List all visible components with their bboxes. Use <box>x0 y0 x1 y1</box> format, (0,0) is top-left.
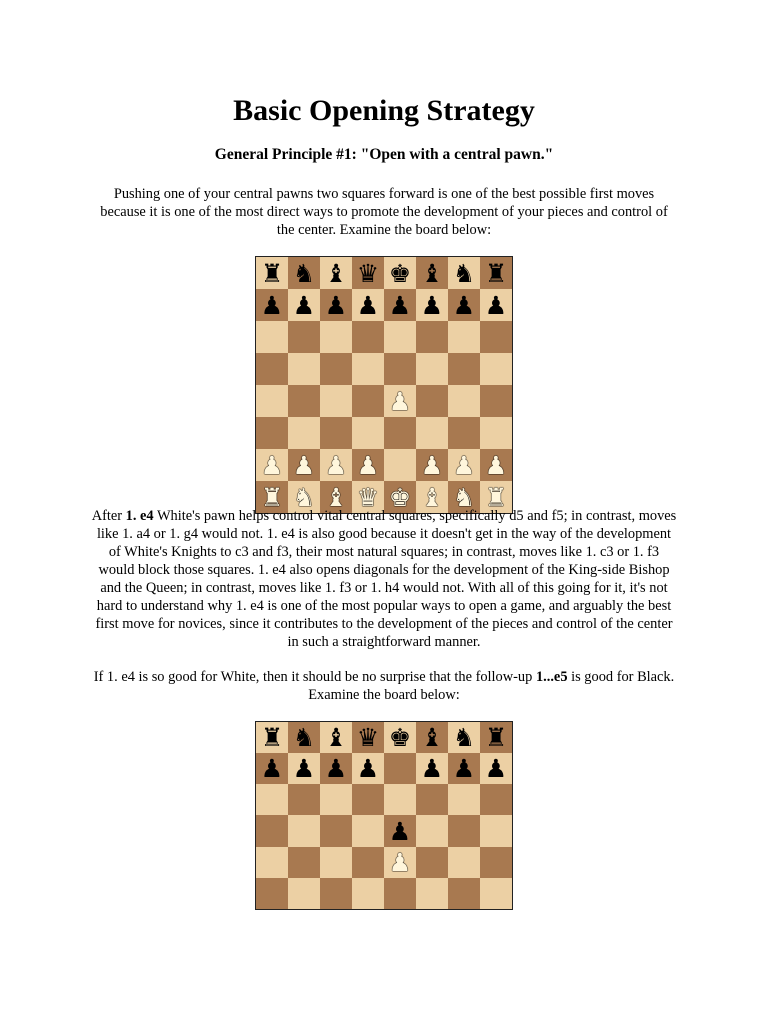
square-d6 <box>352 784 384 815</box>
white-rook-icon: ♜ <box>260 482 284 512</box>
square-f5 <box>416 815 448 846</box>
square-g6 <box>448 784 480 815</box>
black-king-icon: ♚ <box>388 723 412 753</box>
black-rook-icon: ♜ <box>484 723 508 753</box>
document-title: Basic Opening Strategy <box>233 94 535 127</box>
square-a6 <box>256 321 288 353</box>
white-pawn-icon: ♟ <box>292 450 316 480</box>
square-c5 <box>320 815 352 846</box>
square-g4 <box>448 385 480 417</box>
square-f2 <box>416 449 448 481</box>
square-a6 <box>256 784 288 815</box>
white-pawn-icon: ♟ <box>356 450 380 480</box>
square-e3 <box>384 878 416 909</box>
square-g4 <box>448 847 480 878</box>
square-h3 <box>480 878 512 909</box>
square-e2 <box>384 449 416 481</box>
square-b4 <box>288 847 320 878</box>
black-knight-icon: ♞ <box>292 258 316 288</box>
chess-board-after-e4 <box>255 256 513 514</box>
black-bishop-icon: ♝ <box>324 723 348 753</box>
square-f4 <box>416 385 448 417</box>
move-notation: 1...e5 <box>535 669 568 685</box>
square-g7 <box>448 289 480 321</box>
white-bishop-icon: ♝ <box>420 482 444 512</box>
square-d5 <box>352 815 384 846</box>
square-b3 <box>288 878 320 909</box>
white-king-icon: ♚ <box>388 482 412 512</box>
e4-explanation-paragraph <box>90 507 678 651</box>
e5-intro-paragraph <box>90 668 678 704</box>
paragraph-text: is good for Black. Examine the board below: <box>308 669 675 703</box>
square-d3 <box>352 878 384 909</box>
black-pawn-icon: ♟ <box>484 290 508 320</box>
paragraph-text: White's pawn helps control vital central squares, specifically d5 and f5; in contrast, moves like 1. a4 or 1. g4 would not. 1. e4 is also good because it doesn't get in the way of the development of White's Knights to c3 and f3, their most natural squares; in contrast, moves like 1. c3 or 1. f3 would block those squares. 1. e4 also opens diagonals for the development of the King-side Bishop and the Queen; in contrast, moves like 1. f3 or 1. h4 would not. With all of this going for it, it's not hard to understand why 1. e4 is one of the most popular ways to open a game, and arguably the best first move for novices, since it contributes to the development of the pieces and control of the center in such a straightforward manner. <box>95 508 677 650</box>
square-g5 <box>448 815 480 846</box>
square-d2 <box>352 449 384 481</box>
black-bishop-icon: ♝ <box>420 258 444 288</box>
square-d3 <box>352 417 384 449</box>
square-b3 <box>288 417 320 449</box>
black-pawn-icon: ♟ <box>388 816 412 846</box>
white-pawn-icon: ♟ <box>388 847 412 877</box>
black-pawn-icon: ♟ <box>260 290 284 320</box>
square-h7 <box>480 753 512 784</box>
square-b8 <box>288 722 320 753</box>
square-a7 <box>256 289 288 321</box>
black-pawn-icon: ♟ <box>260 754 284 784</box>
square-d6 <box>352 321 384 353</box>
square-c6 <box>320 321 352 353</box>
square-e6 <box>384 321 416 353</box>
square-h2 <box>480 449 512 481</box>
black-queen-icon: ♛ <box>356 723 380 753</box>
square-h7 <box>480 289 512 321</box>
white-pawn-icon: ♟ <box>452 450 476 480</box>
black-knight-icon: ♞ <box>452 258 476 288</box>
square-f7 <box>416 753 448 784</box>
paragraph-text: If 1. e4 is so good for White, then it should be no surprise that the follow-up <box>93 669 536 685</box>
square-c8 <box>320 722 352 753</box>
square-a4 <box>256 847 288 878</box>
square-g3 <box>448 417 480 449</box>
square-b8 <box>288 257 320 289</box>
white-rook-icon: ♜ <box>484 482 508 512</box>
square-c7 <box>320 289 352 321</box>
square-f3 <box>416 878 448 909</box>
square-f7 <box>416 289 448 321</box>
square-e8 <box>384 257 416 289</box>
square-e4 <box>384 847 416 878</box>
black-pawn-icon: ♟ <box>324 754 348 784</box>
square-d5 <box>352 353 384 385</box>
square-h6 <box>480 321 512 353</box>
square-f3 <box>416 417 448 449</box>
square-a8 <box>256 722 288 753</box>
square-e6 <box>384 784 416 815</box>
black-bishop-icon: ♝ <box>324 258 348 288</box>
white-pawn-icon: ♟ <box>260 450 284 480</box>
square-g2 <box>448 449 480 481</box>
square-h8 <box>480 257 512 289</box>
square-e3 <box>384 417 416 449</box>
square-c7 <box>320 753 352 784</box>
square-e5 <box>384 815 416 846</box>
square-d4 <box>352 847 384 878</box>
square-f5 <box>416 353 448 385</box>
black-rook-icon: ♜ <box>260 258 284 288</box>
black-pawn-icon: ♟ <box>356 290 380 320</box>
white-knight-icon: ♞ <box>292 482 316 512</box>
black-pawn-icon: ♟ <box>420 290 444 320</box>
square-b7 <box>288 753 320 784</box>
square-c4 <box>320 847 352 878</box>
intro-paragraph: Pushing one of your central pawns two squares forward is one of the best possible first moves because it is one of the most direct ways to promote the development of your pieces and control of the center. Examine the board below: <box>100 186 668 238</box>
square-h4 <box>480 847 512 878</box>
square-b5 <box>288 815 320 846</box>
white-pawn-icon: ♟ <box>484 450 508 480</box>
black-knight-icon: ♞ <box>292 723 316 753</box>
black-pawn-icon: ♟ <box>292 290 316 320</box>
square-a7 <box>256 753 288 784</box>
square-h3 <box>480 417 512 449</box>
square-h5 <box>480 815 512 846</box>
square-b2 <box>288 449 320 481</box>
black-bishop-icon: ♝ <box>420 723 444 753</box>
square-a3 <box>256 878 288 909</box>
square-a4 <box>256 385 288 417</box>
square-d8 <box>352 257 384 289</box>
white-pawn-icon: ♟ <box>324 450 348 480</box>
white-knight-icon: ♞ <box>452 482 476 512</box>
square-f6 <box>416 784 448 815</box>
black-pawn-icon: ♟ <box>452 754 476 784</box>
white-queen-icon: ♛ <box>356 482 380 512</box>
square-c5 <box>320 353 352 385</box>
square-e7 <box>384 753 416 784</box>
black-king-icon: ♚ <box>388 258 412 288</box>
square-a5 <box>256 815 288 846</box>
square-b6 <box>288 784 320 815</box>
square-g7 <box>448 753 480 784</box>
square-c2 <box>320 449 352 481</box>
square-c6 <box>320 784 352 815</box>
square-a2 <box>256 449 288 481</box>
square-f4 <box>416 847 448 878</box>
square-a5 <box>256 353 288 385</box>
square-e5 <box>384 353 416 385</box>
square-c8 <box>320 257 352 289</box>
square-g3 <box>448 878 480 909</box>
square-b4 <box>288 385 320 417</box>
black-pawn-icon: ♟ <box>420 754 444 784</box>
square-d7 <box>352 289 384 321</box>
white-pawn-icon: ♟ <box>388 386 412 416</box>
square-c3 <box>320 417 352 449</box>
square-b7 <box>288 289 320 321</box>
black-knight-icon: ♞ <box>452 723 476 753</box>
square-g6 <box>448 321 480 353</box>
chess-board-after-e5 <box>255 721 513 910</box>
square-f8 <box>416 722 448 753</box>
square-e7 <box>384 289 416 321</box>
black-queen-icon: ♛ <box>356 258 380 288</box>
principle-heading: General Principle #1: "Open with a central pawn." <box>214 146 554 163</box>
paragraph-text: After <box>91 508 126 524</box>
black-rook-icon: ♜ <box>260 723 284 753</box>
square-h5 <box>480 353 512 385</box>
black-pawn-icon: ♟ <box>356 754 380 784</box>
black-pawn-icon: ♟ <box>324 290 348 320</box>
square-b5 <box>288 353 320 385</box>
white-pawn-icon: ♟ <box>420 450 444 480</box>
square-c4 <box>320 385 352 417</box>
black-pawn-icon: ♟ <box>484 754 508 784</box>
square-g8 <box>448 722 480 753</box>
black-rook-icon: ♜ <box>484 258 508 288</box>
black-pawn-icon: ♟ <box>388 290 412 320</box>
square-e8 <box>384 722 416 753</box>
square-e4 <box>384 385 416 417</box>
black-pawn-icon: ♟ <box>292 754 316 784</box>
square-a8 <box>256 257 288 289</box>
square-h6 <box>480 784 512 815</box>
square-d4 <box>352 385 384 417</box>
square-h4 <box>480 385 512 417</box>
square-d8 <box>352 722 384 753</box>
move-notation: 1. e4 <box>125 508 154 524</box>
square-a3 <box>256 417 288 449</box>
square-g8 <box>448 257 480 289</box>
black-pawn-icon: ♟ <box>452 290 476 320</box>
square-f6 <box>416 321 448 353</box>
square-c3 <box>320 878 352 909</box>
square-f8 <box>416 257 448 289</box>
square-b6 <box>288 321 320 353</box>
white-bishop-icon: ♝ <box>324 482 348 512</box>
square-d7 <box>352 753 384 784</box>
square-h8 <box>480 722 512 753</box>
square-g5 <box>448 353 480 385</box>
